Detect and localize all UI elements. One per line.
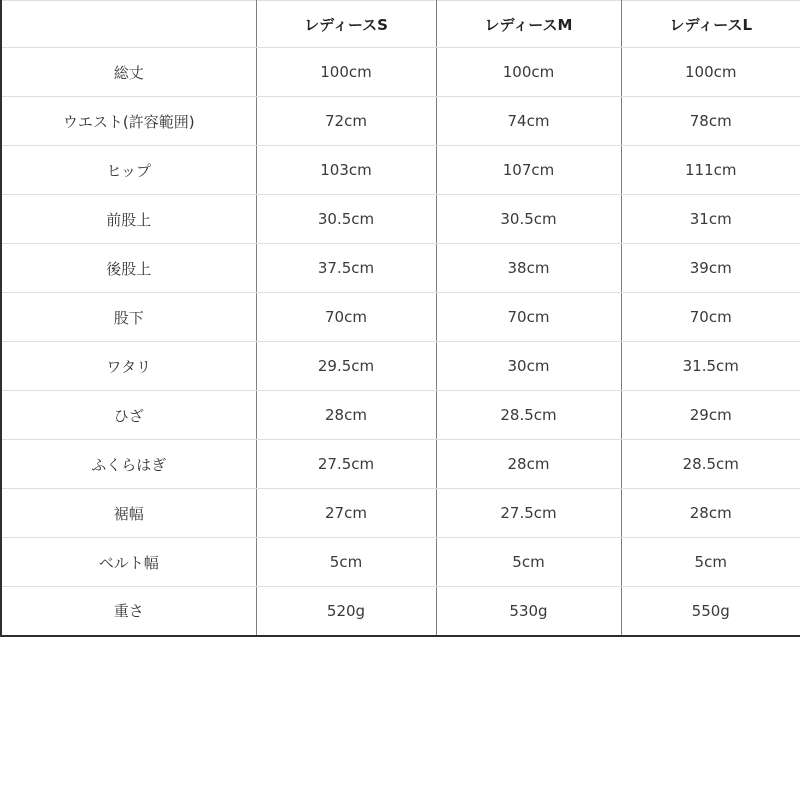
size-value: 27.5cm	[436, 489, 621, 538]
size-value: 550g	[621, 587, 800, 636]
size-value: 70cm	[436, 293, 621, 342]
measurement-label: 後股上	[1, 244, 256, 293]
size-value: 5cm	[256, 538, 436, 587]
measurement-label: ふくらはぎ	[1, 440, 256, 489]
size-value: 111cm	[621, 146, 800, 195]
table-row	[1, 48, 800, 97]
size-value: 30.5cm	[436, 195, 621, 244]
table-row	[1, 244, 800, 293]
table-row	[1, 489, 800, 538]
measurement-label: 総丈	[1, 48, 256, 97]
measurement-label: 股下	[1, 293, 256, 342]
measurement-label: 重さ	[1, 587, 256, 636]
table-row	[1, 293, 800, 342]
size-value: 100cm	[621, 48, 800, 97]
measurement-label: ひざ	[1, 391, 256, 440]
measurement-label: ベルト幅	[1, 538, 256, 587]
size-value: 78cm	[621, 97, 800, 146]
size-value: 100cm	[436, 48, 621, 97]
table-row	[1, 342, 800, 391]
measurement-label: 裾幅	[1, 489, 256, 538]
size-value: 29cm	[621, 391, 800, 440]
measurement-label: 前股上	[1, 195, 256, 244]
table-row	[1, 97, 800, 146]
corner-cell	[1, 1, 256, 48]
size-value: 30cm	[436, 342, 621, 391]
table-row	[1, 587, 800, 636]
column-header-ladies-s: レディースS	[256, 1, 436, 48]
size-value: 103cm	[256, 146, 436, 195]
table-row	[1, 391, 800, 440]
size-value: 28cm	[436, 440, 621, 489]
size-value: 530g	[436, 587, 621, 636]
measurement-label: ヒップ	[1, 146, 256, 195]
size-value: 29.5cm	[256, 342, 436, 391]
size-value: 100cm	[256, 48, 436, 97]
size-value: 30.5cm	[256, 195, 436, 244]
size-value: 39cm	[621, 244, 800, 293]
size-value: 70cm	[621, 293, 800, 342]
size-value: 28cm	[621, 489, 800, 538]
size-value: 5cm	[436, 538, 621, 587]
header-row	[1, 1, 800, 48]
size-value: 38cm	[436, 244, 621, 293]
size-value: 28.5cm	[436, 391, 621, 440]
size-value: 28.5cm	[621, 440, 800, 489]
size-value: 27.5cm	[256, 440, 436, 489]
size-value: 27cm	[256, 489, 436, 538]
table-row	[1, 440, 800, 489]
size-value: 31cm	[621, 195, 800, 244]
measurement-label: ワタリ	[1, 342, 256, 391]
table-row	[1, 538, 800, 587]
column-header-ladies-l: レディースL	[621, 1, 800, 48]
table-row	[1, 146, 800, 195]
size-value: 74cm	[436, 97, 621, 146]
size-value: 31.5cm	[621, 342, 800, 391]
size-value: 72cm	[256, 97, 436, 146]
size-value: 28cm	[256, 391, 436, 440]
size-value: 520g	[256, 587, 436, 636]
table-row	[1, 195, 800, 244]
size-value: 107cm	[436, 146, 621, 195]
size-value: 5cm	[621, 538, 800, 587]
measurement-label: ウエスト(許容範囲)	[1, 97, 256, 146]
column-header-ladies-m: レディースM	[436, 1, 621, 48]
size-value: 70cm	[256, 293, 436, 342]
size-value: 37.5cm	[256, 244, 436, 293]
